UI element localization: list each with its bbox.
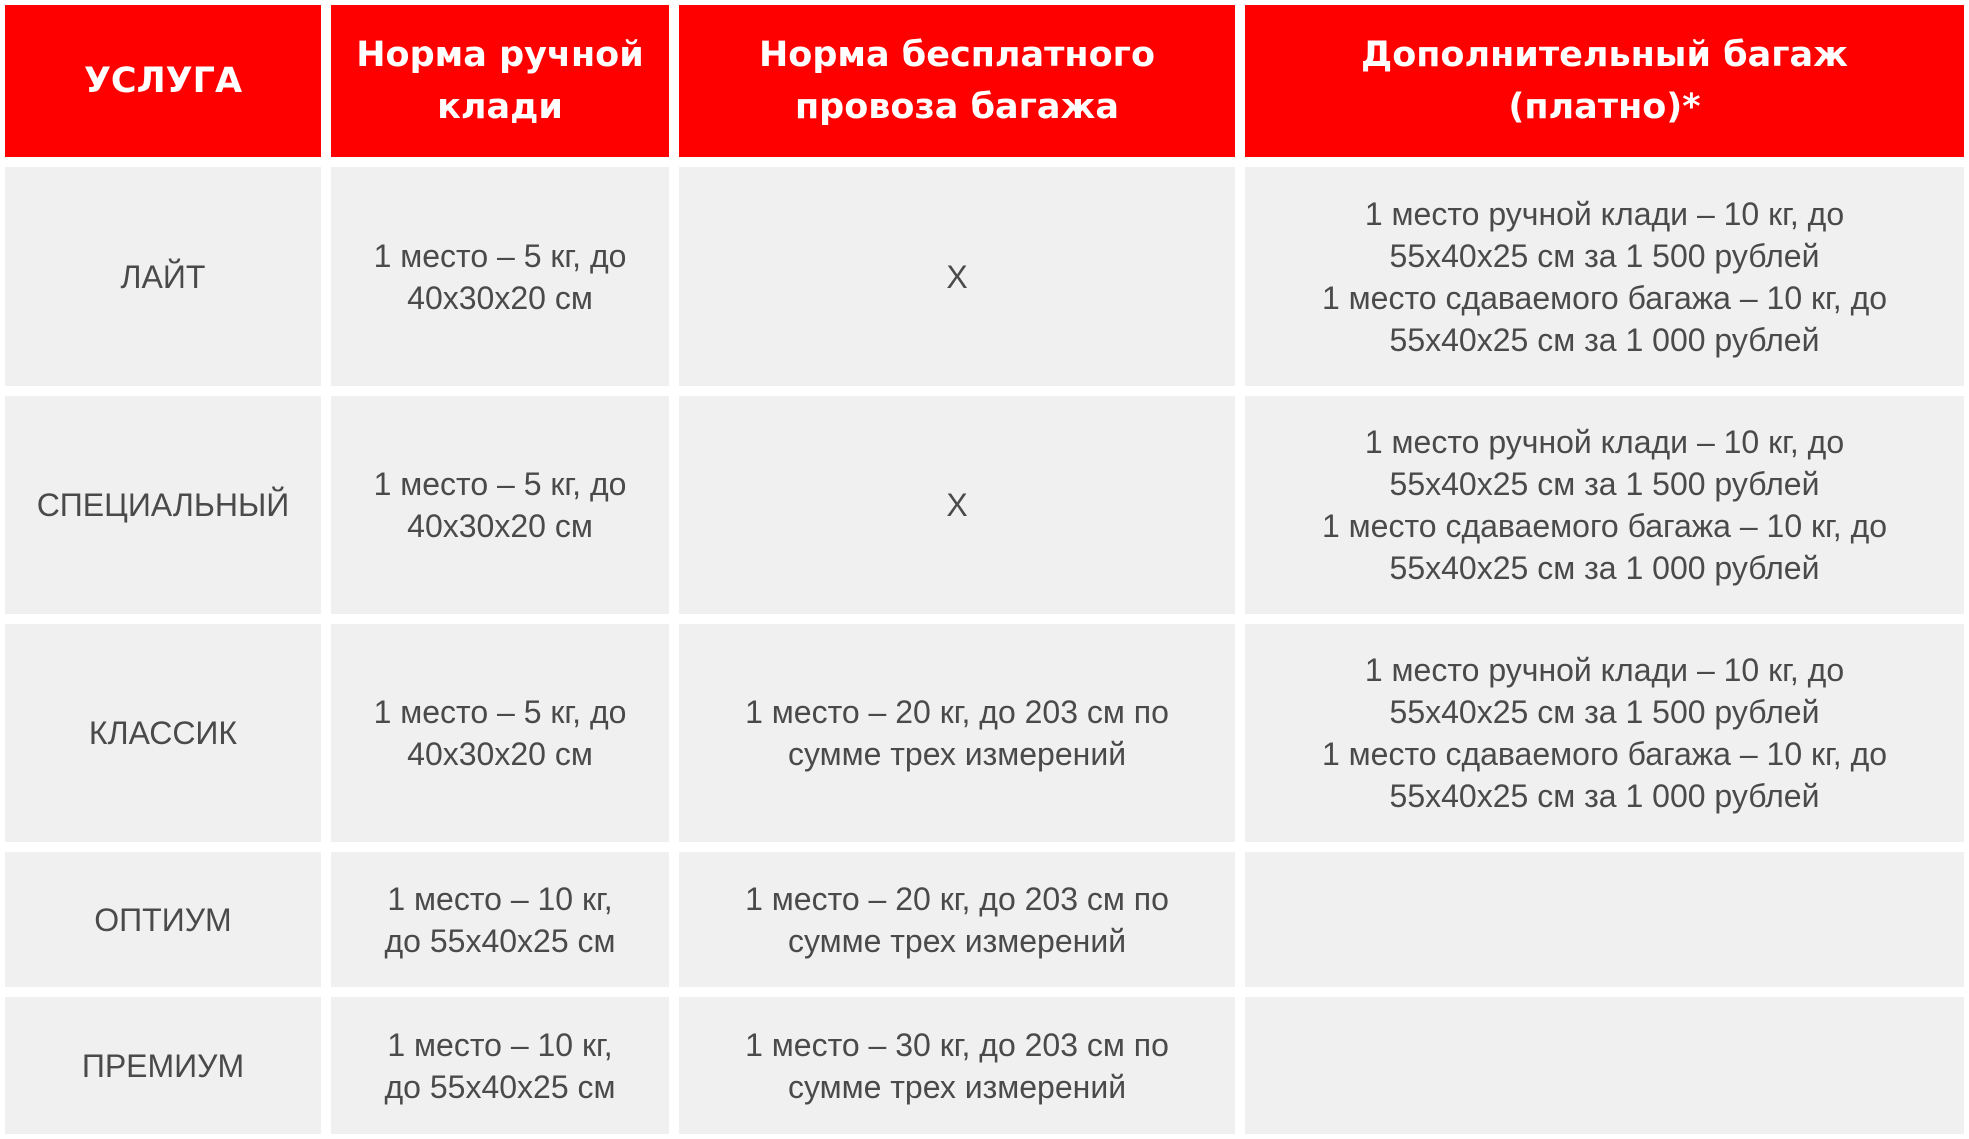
header-label: Норма бесплатного провоза багажа — [758, 35, 1155, 127]
cell-free-baggage — [674, 992, 1240, 1139]
cell-service — [0, 992, 326, 1139]
header-label: Дополнительный багаж (платно)* — [1361, 35, 1848, 127]
cell-text: 1 место – 5 кг, до 40x30x20 см — [373, 694, 627, 772]
cell-extra-baggage — [1240, 992, 1969, 1139]
cell-service — [0, 847, 326, 992]
cell-text: ОПТИУМ — [94, 901, 232, 938]
cell-free-baggage — [674, 619, 1240, 847]
cell-text: 1 место – 20 кг, до 203 см по сумме трех измерений — [745, 880, 1169, 959]
cell-hand-luggage — [326, 847, 674, 992]
cell-hand-luggage — [326, 391, 674, 619]
cell-text: 1 место ручной клади – 10 кг, до 55x40x25 см за 1 500 рублей 1 место сдаваемого багажа – 10 кг, до 55x40x25 см за 1 000 рублей — [1321, 195, 1888, 358]
cell-service — [0, 619, 326, 847]
cell-text: 1 место – 5 кг, до 40x30x20 см — [373, 466, 627, 544]
cell-hand-luggage — [326, 162, 674, 391]
header-label: Норма ручной клади — [356, 35, 644, 127]
header-label: УСЛУГА — [83, 61, 243, 101]
cell-extra-baggage — [1240, 162, 1969, 391]
cell-text: 1 место ручной клади – 10 кг, до 55x40x25 см за 1 500 рублей 1 место сдаваемого багажа – 10 кг, до 55x40x25 см за 1 000 рублей — [1321, 652, 1888, 814]
cell-text: КЛАССИК — [88, 715, 238, 751]
cell-text: ПРЕМИУМ — [81, 1047, 245, 1084]
cell-free-baggage — [674, 391, 1240, 619]
cell-hand-luggage — [326, 992, 674, 1139]
cell-extra-baggage — [1240, 619, 1969, 847]
cell-text: СПЕЦИАЛЬНЫЙ — [36, 487, 290, 523]
cell-service — [0, 391, 326, 619]
header-cell-hand-luggage — [326, 0, 674, 162]
header-cell-extra-baggage — [1240, 0, 1969, 162]
cell-text: 1 место – 30 кг, до 203 см по сумме трех измерений — [745, 1026, 1169, 1105]
cell-text: ЛАЙТ — [120, 258, 206, 295]
cell-free-baggage — [674, 162, 1240, 391]
header-cell-free-baggage — [674, 0, 1240, 162]
cell-extra-baggage — [1240, 847, 1969, 992]
cell-text: 1 место – 10 кг, до 55x40x25 см — [384, 880, 616, 959]
cell-text: 1 место – 5 кг, до 40x30x20 см — [373, 237, 627, 316]
cell-text: 1 место – 20 кг, до 203 см по сумме трех измерений — [745, 694, 1169, 772]
header-cell-service — [0, 0, 326, 162]
cell-service — [0, 162, 326, 391]
cell-text: 1 место ручной клади – 10 кг, до 55x40x25 см за 1 500 рублей 1 место сдаваемого багажа – 10 кг, до 55x40x25 см за 1 000 рублей — [1321, 424, 1888, 586]
cell-text: 1 место – 10 кг, до 55x40x25 см — [384, 1026, 616, 1105]
cell-hand-luggage — [326, 619, 674, 847]
cell-extra-baggage — [1240, 391, 1969, 619]
cell-free-baggage — [674, 847, 1240, 992]
cell-text: Х — [946, 487, 968, 523]
cell-text: Х — [946, 258, 968, 295]
